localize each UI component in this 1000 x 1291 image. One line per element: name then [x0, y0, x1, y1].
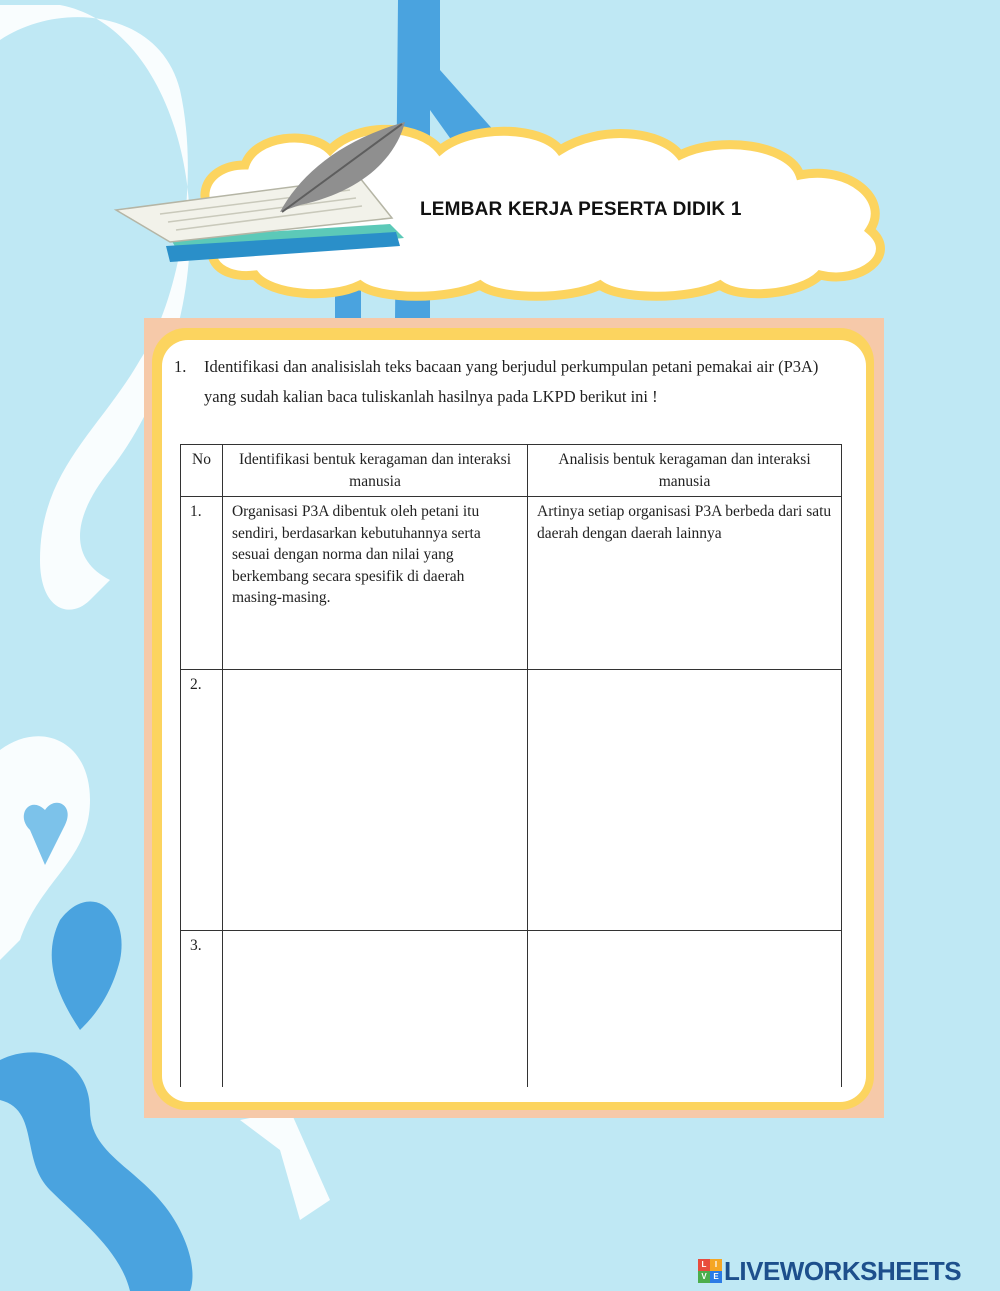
header-no: No: [181, 445, 223, 497]
table-header-row: [181, 445, 842, 497]
table-row: [181, 497, 842, 670]
row-number: 3.: [181, 931, 223, 1087]
logo-letter: E: [710, 1271, 722, 1283]
instruction-block: [174, 352, 834, 412]
analisis-cell[interactable]: [528, 670, 842, 931]
liveworksheets-wordmark: LIVEWORKSHEETS: [724, 1255, 962, 1286]
logo-letter: L: [698, 1259, 710, 1271]
lkpd-table: [180, 444, 842, 1087]
header-identifikasi: Identifikasi bentuk keragaman dan interaksi manusia: [222, 445, 527, 497]
identifikasi-cell[interactable]: [222, 931, 527, 1087]
liveworksheets-logo[interactable]: [698, 1256, 961, 1286]
white-ribbon-bottom: [240, 1110, 330, 1220]
logo-letter: V: [698, 1271, 710, 1283]
header-analisis: Analisis bentuk keragaman dan interaksi manusia: [528, 445, 842, 497]
worksheet-title: LEMBAR KERJA PESERTA DIDIK 1: [420, 199, 742, 220]
identifikasi-cell[interactable]: [222, 670, 527, 931]
liveworksheets-icon: [698, 1259, 722, 1283]
logo-letter: I: [710, 1259, 722, 1271]
row-number: 2.: [181, 670, 223, 931]
identifikasi-cell[interactable]: Organisasi P3A dibentuk oleh petani itu sendiri, berdasarkan kebutuhannya serta sesuai dengan norma dan nilai yang berkembang secara spesifik di daerah masing-masing.: [222, 497, 527, 670]
table-row: [181, 931, 842, 1087]
instruction-text: Identifikasi dan analisislah teks bacaan yang berjudul perkumpulan petani pemakai air (P3A) yang sudah kalian baca tuliskanlah hasilnya pada LKPD berikut ini !: [204, 357, 819, 406]
instruction-number: 1.: [174, 357, 187, 376]
analisis-cell[interactable]: [528, 931, 842, 1087]
row-number: 1.: [181, 497, 223, 670]
analisis-cell[interactable]: Artinya setiap organisasi P3A berbeda dari satu daerah dengan daerah lainnya: [528, 497, 842, 670]
table-row: [181, 670, 842, 931]
blue-blob-shape: [52, 901, 122, 1030]
